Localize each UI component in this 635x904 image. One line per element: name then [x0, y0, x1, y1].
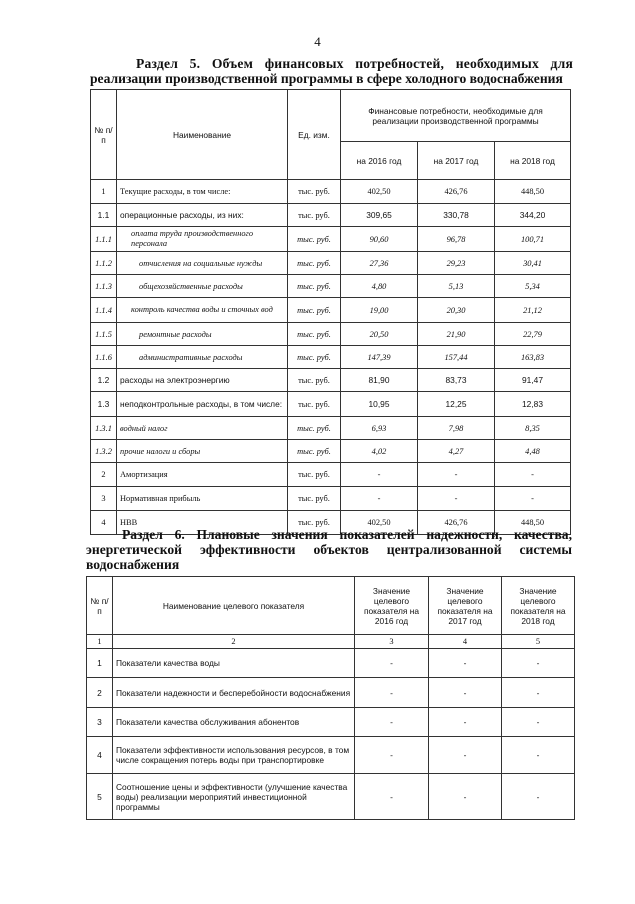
row-name: Показатели качества воды	[113, 649, 355, 678]
row-unit: тыс. руб.	[288, 487, 341, 511]
row-value-2017: -	[429, 649, 502, 678]
row-value-2018: 100,71	[495, 227, 571, 252]
row-name: расходы на электроэнергию	[117, 369, 288, 392]
row-num: 2	[91, 463, 117, 487]
row-unit: тыс. руб.	[288, 227, 341, 252]
row-value-2016: 402,50	[341, 511, 418, 535]
row-value-2017: -	[429, 678, 502, 708]
row-value-2018: 30,41	[495, 252, 571, 275]
row-value-2018: 448,50	[495, 511, 571, 535]
row-name: ремонтные расходы	[117, 323, 288, 346]
page-number: 4	[314, 34, 321, 49]
table-row	[91, 298, 571, 323]
row-value-2016: 20,50	[341, 323, 418, 346]
col-header-group: Финансовые потребности, необходимые для реализации производственной программы	[341, 90, 571, 142]
col-header-name: Наименование	[117, 90, 288, 180]
row-num: 1.1.6	[91, 346, 117, 369]
row-value-2017: -	[429, 708, 502, 737]
row-value-2016: -	[341, 463, 418, 487]
col-number: 2	[113, 635, 355, 649]
col-header-name: Наименование целевого показателя	[113, 577, 355, 635]
row-value-2018: 5,34	[495, 275, 571, 298]
section6-title-line1: Раздел 6. Плановые значения показателей надежности, качества,	[122, 527, 572, 542]
row-unit: тыс. руб.	[288, 392, 341, 417]
table-row	[87, 708, 575, 737]
row-name: неподконтрольные расходы, в том числе:	[117, 392, 288, 417]
table-row	[91, 440, 571, 463]
row-value-2016: 402,50	[341, 180, 418, 204]
row-value-2018: 12,83	[495, 392, 571, 417]
row-value-2016: -	[355, 678, 429, 708]
row-unit: тыс. руб.	[288, 440, 341, 463]
row-name: Нормативная прибыль	[117, 487, 288, 511]
row-unit: тыс. руб.	[288, 417, 341, 440]
col-number: 4	[429, 635, 502, 649]
col-header-2018: на 2018 год	[495, 142, 571, 180]
section5-title-line2: реализации производственной программы в сфере холодного водоснабжения	[90, 71, 563, 86]
row-value-2017: 7,98	[418, 417, 495, 440]
row-value-2016: 147,39	[341, 346, 418, 369]
row-value-2018: 4,48	[495, 440, 571, 463]
row-num: 1.3.1	[91, 417, 117, 440]
table-row	[91, 204, 571, 227]
table-row	[87, 678, 575, 708]
col-header-num: № п/п	[91, 90, 117, 180]
financial-needs-table	[90, 89, 571, 535]
row-num: 2	[87, 678, 113, 708]
table-row	[91, 417, 571, 440]
col-header-2018: Значение целевого показателя на 2018 год	[502, 577, 575, 635]
row-num: 1.1	[91, 204, 117, 227]
row-value-2018: 448,50	[495, 180, 571, 204]
row-unit: тыс. руб.	[288, 180, 341, 204]
row-name: контроль качества воды и сточных вод	[117, 298, 288, 323]
row-name: отчисления на социальные нужды	[117, 252, 288, 275]
row-num: 1.1.1	[91, 227, 117, 252]
row-num: 4	[87, 737, 113, 774]
col-number: 3	[355, 635, 429, 649]
row-value-2017: 29,23	[418, 252, 495, 275]
row-value-2017: 83,73	[418, 369, 495, 392]
row-unit: тыс. руб.	[288, 369, 341, 392]
row-name: общехозяйственные расходы	[117, 275, 288, 298]
row-name: НВВ	[117, 511, 288, 535]
row-unit: тыс. руб.	[288, 252, 341, 275]
row-value-2017: 21,90	[418, 323, 495, 346]
row-value-2017: 330,78	[418, 204, 495, 227]
col-header-unit: Ед. изм.	[288, 90, 341, 180]
table-row	[87, 649, 575, 678]
row-value-2016: 27,36	[341, 252, 418, 275]
row-unit: тыс. руб.	[288, 323, 341, 346]
row-value-2016: -	[341, 487, 418, 511]
table-row	[91, 323, 571, 346]
row-value-2017: -	[418, 487, 495, 511]
row-value-2016: 309,65	[341, 204, 418, 227]
section5-title	[90, 56, 573, 86]
row-value-2017: -	[429, 737, 502, 774]
row-value-2017: 12,25	[418, 392, 495, 417]
row-value-2018: -	[495, 463, 571, 487]
table-row	[91, 252, 571, 275]
row-name: прочие налоги и сборы	[117, 440, 288, 463]
row-value-2017: 20,30	[418, 298, 495, 323]
row-num: 1.1.3	[91, 275, 117, 298]
row-value-2018: 8,35	[495, 417, 571, 440]
table-row	[91, 392, 571, 417]
section6-title-line2: энергетической эффективности объектов централизованной системы	[86, 542, 572, 557]
row-value-2018: -	[502, 774, 575, 820]
row-value-2017: 157,44	[418, 346, 495, 369]
row-name: Соотношение цены и эффективности (улучшение качества воды) реализации мероприятий инвестиционной программы	[113, 774, 355, 820]
row-num: 1.3.2	[91, 440, 117, 463]
row-unit: тыс. руб.	[288, 346, 341, 369]
row-value-2018: -	[502, 708, 575, 737]
row-name: Показатели качества обслуживания абонентов	[113, 708, 355, 737]
row-unit: тыс. руб.	[288, 275, 341, 298]
row-value-2016: 19,00	[341, 298, 418, 323]
col-number: 5	[502, 635, 575, 649]
row-value-2017: -	[418, 463, 495, 487]
row-value-2018: -	[495, 487, 571, 511]
table-row	[87, 774, 575, 820]
table-row	[91, 180, 571, 204]
row-num: 3	[91, 487, 117, 511]
table-row	[91, 369, 571, 392]
row-value-2018: 91,47	[495, 369, 571, 392]
row-name: Амортизация	[117, 463, 288, 487]
row-num: 4	[91, 511, 117, 535]
row-name: административные расходы	[117, 346, 288, 369]
row-value-2017: 426,76	[418, 511, 495, 535]
row-value-2016: 4,80	[341, 275, 418, 298]
section6-title-line3: водоснабжения	[86, 557, 180, 572]
row-name: Текущие расходы, в том числе:	[117, 180, 288, 204]
column-numbers-row	[87, 635, 575, 649]
row-value-2017: -	[429, 774, 502, 820]
row-num: 1	[91, 180, 117, 204]
row-unit: тыс. руб.	[288, 298, 341, 323]
row-num: 1.3	[91, 392, 117, 417]
col-header-2017: на 2017 год	[418, 142, 495, 180]
row-unit: тыс. руб.	[288, 204, 341, 227]
col-header-2016: на 2016 год	[341, 142, 418, 180]
table-row	[91, 227, 571, 252]
table-row	[91, 487, 571, 511]
row-value-2017: 426,76	[418, 180, 495, 204]
row-value-2016: 81,90	[341, 369, 418, 392]
section6-title	[86, 527, 572, 572]
row-value-2016: -	[355, 649, 429, 678]
row-value-2016: -	[355, 708, 429, 737]
row-value-2018: 21,12	[495, 298, 571, 323]
table-row	[91, 275, 571, 298]
row-num: 1.1.4	[91, 298, 117, 323]
row-value-2018: -	[502, 649, 575, 678]
col-header-2017: Значение целевого показателя на 2017 год	[429, 577, 502, 635]
table-row	[91, 463, 571, 487]
row-num: 1	[87, 649, 113, 678]
row-unit: тыс. руб.	[288, 463, 341, 487]
row-name: оплата труда производственного персонала	[117, 227, 288, 252]
row-value-2016: 90,60	[341, 227, 418, 252]
row-value-2018: -	[502, 678, 575, 708]
row-num: 3	[87, 708, 113, 737]
table-row	[87, 737, 575, 774]
row-unit: тыс. руб.	[288, 511, 341, 535]
row-name: операционные расходы, из них:	[117, 204, 288, 227]
row-value-2018: 344,20	[495, 204, 571, 227]
row-num: 5	[87, 774, 113, 820]
row-value-2017: 4,27	[418, 440, 495, 463]
row-value-2017: 5,13	[418, 275, 495, 298]
row-value-2016: -	[355, 737, 429, 774]
col-number: 1	[87, 635, 113, 649]
row-value-2018: 163,83	[495, 346, 571, 369]
row-name: Показатели эффективности использования ресурсов, в том числе сокращения потерь воды при транспортировке	[113, 737, 355, 774]
row-num: 1.1.2	[91, 252, 117, 275]
row-value-2016: 4,02	[341, 440, 418, 463]
row-num: 1.2	[91, 369, 117, 392]
row-value-2016: 6,93	[341, 417, 418, 440]
row-value-2016: 10,95	[341, 392, 418, 417]
row-value-2018: 22,79	[495, 323, 571, 346]
target-indicators-table	[86, 576, 575, 820]
table-row	[91, 346, 571, 369]
row-value-2016: -	[355, 774, 429, 820]
row-name: Показатели надежности и бесперебойности водоснабжения	[113, 678, 355, 708]
row-value-2018: -	[502, 737, 575, 774]
row-num: 1.1.5	[91, 323, 117, 346]
section5-title-line1: Раздел 5. Объем финансовых потребностей, необходимых для	[136, 56, 573, 71]
col-header-num: № п/п	[87, 577, 113, 635]
col-header-2016: Значение целевого показателя на 2016 год	[355, 577, 429, 635]
row-name: водный налог	[117, 417, 288, 440]
row-value-2017: 96,78	[418, 227, 495, 252]
